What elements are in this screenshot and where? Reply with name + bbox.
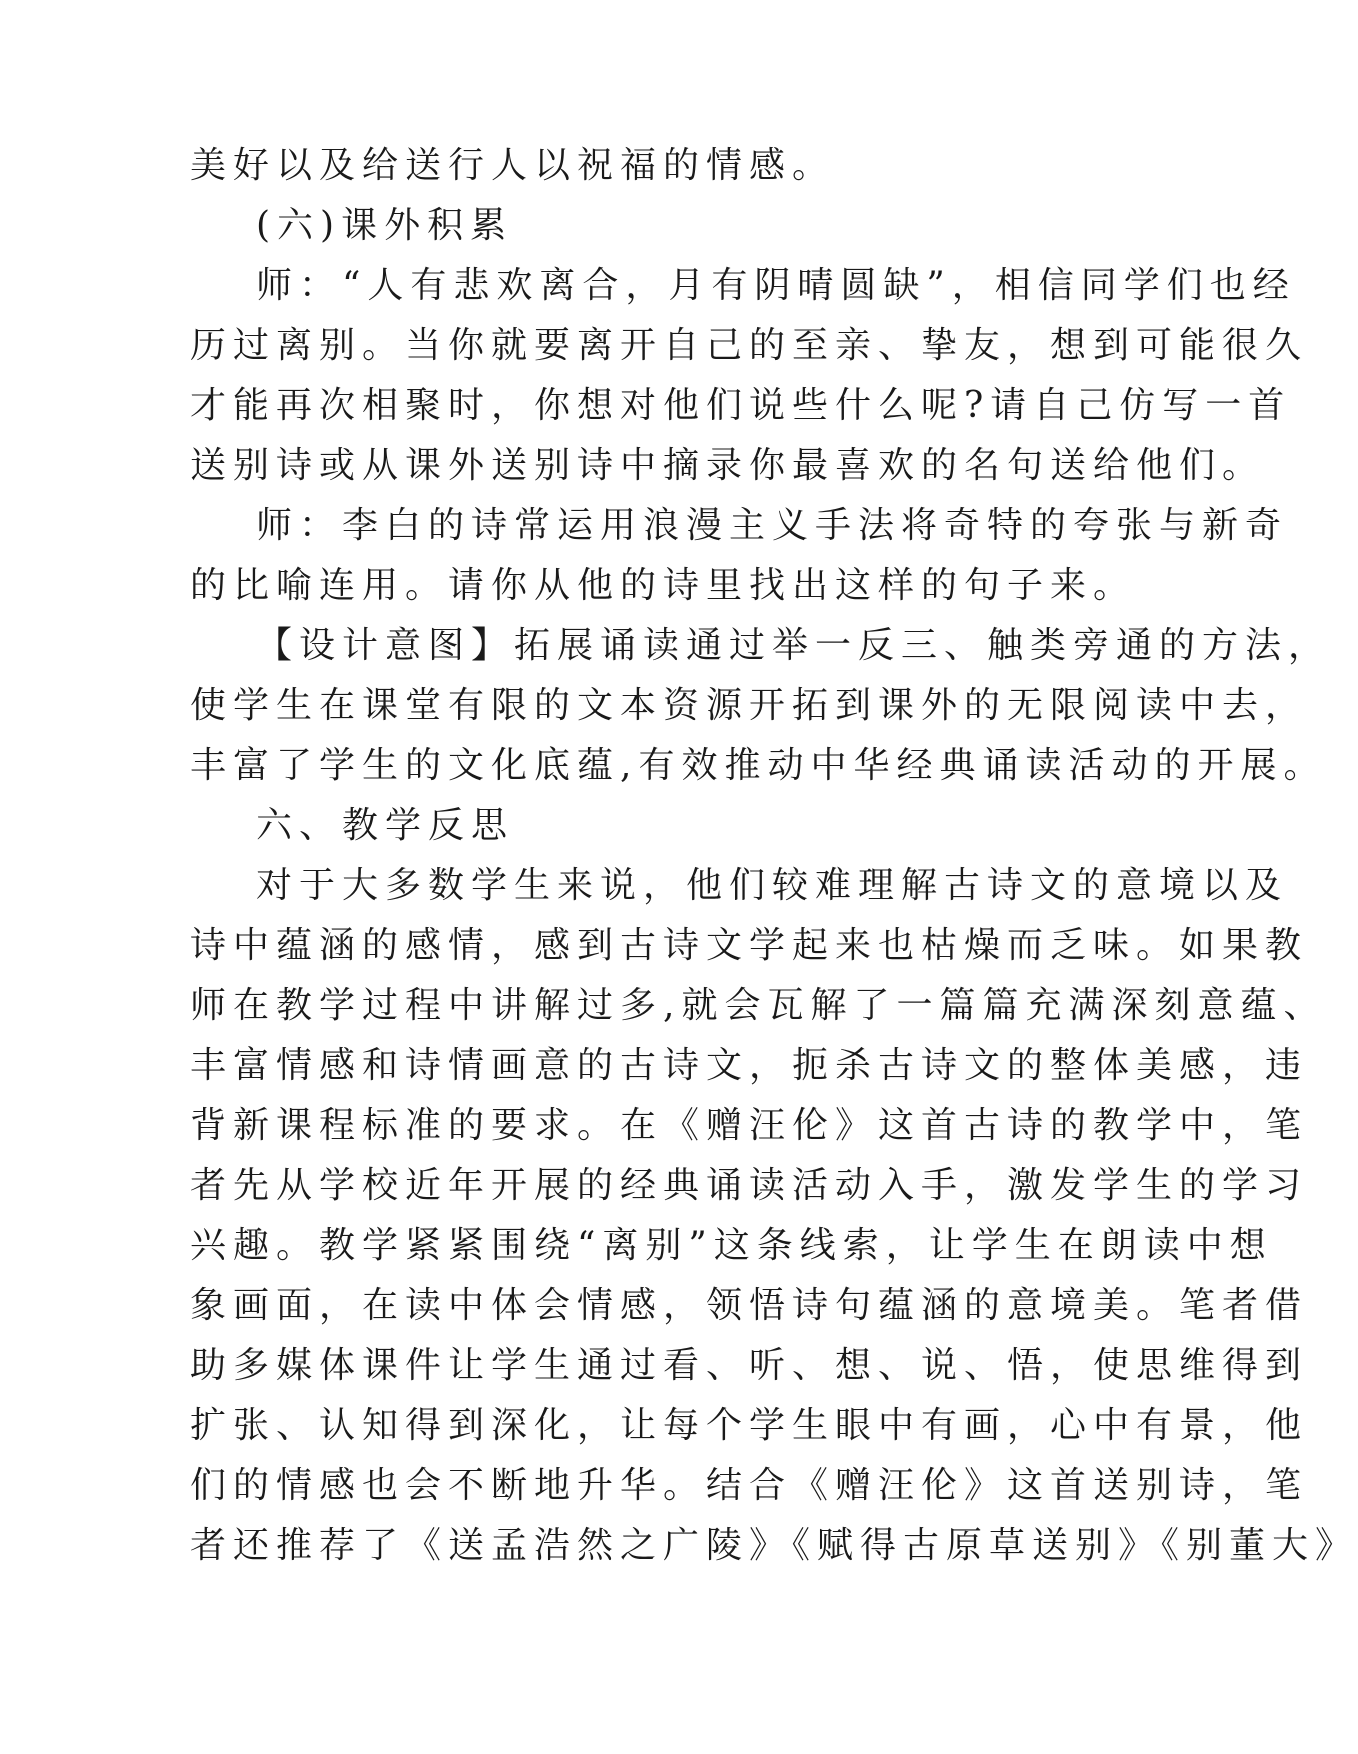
text-line: 丰富了学生的文化底蕴,有效推动中华经典诵读活动的开展。 <box>190 745 1327 786</box>
text-line: 师：李白的诗常运用浪漫主义手法将奇特的夸张与新奇 <box>256 505 1289 546</box>
text-line: 丰富情感和诗情画意的古诗文，扼杀古诗文的整体美感，违 <box>190 1045 1309 1086</box>
text-line: 诗中蕴涵的感情，感到古诗文学起来也枯燥而乏味。如果教 <box>190 925 1309 966</box>
text-line: 背新课程标准的要求。在《赠汪伦》这首古诗的教学中，笔 <box>190 1105 1309 1146</box>
text-line: 对于大多数学生来说，他们较难理解古诗文的意境以及 <box>256 865 1289 906</box>
text-line: 者还推荐了《送孟浩然之广陵》《赋得古原草送别》《别董大》 <box>190 1525 1358 1566</box>
text-line: 才能再次相聚时，你想对他们说些什么呢?请自己仿写一首 <box>190 385 1292 426</box>
text-line: 兴趣。教学紧紧围绕“离别”这条线索，让学生在朗读中想 <box>190 1225 1273 1266</box>
text-line: 师在教学过程中讲解过多,就会瓦解了一篇篇充满深刻意蕴、 <box>190 985 1327 1026</box>
text-line: 历过离别。当你就要离开自己的至亲、挚友，想到可能很久 <box>190 325 1309 366</box>
text-line: 象画面，在读中体会情感，领悟诗句蕴涵的意境美。笔者借 <box>190 1285 1309 1326</box>
section-heading: (六)课外积累 <box>256 205 514 246</box>
text-line: 使学生在课堂有限的文本资源开拓到课外的无限阅读中去， <box>190 685 1309 726</box>
text-line: 【设计意图】拓展诵读通过举一反三、触类旁通的方法， <box>256 625 1332 666</box>
text-line: 送别诗或从课外送别诗中摘录你最喜欢的名句送给他们。 <box>190 445 1266 486</box>
text-line: 师：“人有悲欢离合，月有阴晴圆缺”，相信同学们也经 <box>256 265 1296 306</box>
text-line: 扩张、认知得到深化，让每个学生眼中有画，心中有景，他 <box>190 1405 1309 1446</box>
text-line: 的比喻连用。请你从他的诗里找出这样的句子来。 <box>190 565 1137 606</box>
text-line: 们的情感也会不断地升华。结合《赠汪伦》这首送别诗，笔 <box>190 1465 1309 1506</box>
text-line: 者先从学校近年开展的经典诵读活动入手，激发学生的学习 <box>190 1165 1309 1206</box>
text-line: 助多媒体课件让学生通过看、听、想、说、悟，使思维得到 <box>190 1345 1309 1386</box>
text-line: 美好以及给送行人以祝福的情感。 <box>190 145 836 186</box>
section-heading: 六、教学反思 <box>256 805 515 846</box>
